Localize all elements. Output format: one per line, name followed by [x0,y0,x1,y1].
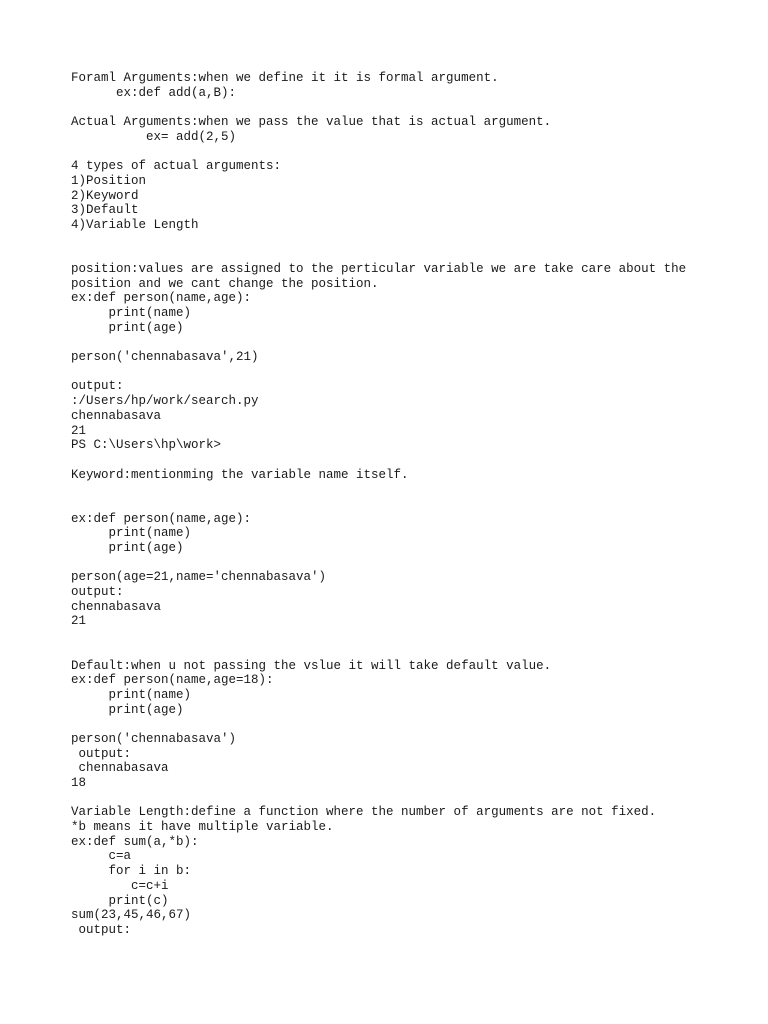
code-line: ex:def sum(a,*b): [71,834,199,849]
blank-line [71,233,751,248]
blank-line [71,629,751,644]
text-line: output: [71,379,124,394]
blank-line [71,717,751,732]
code-line: ex= add(2,5) [71,129,237,144]
blank-line [71,100,751,115]
list-item: 3)Default [71,203,139,218]
code-line: sum(23,45,46,67) [71,908,192,923]
output-line: chennabasava [71,599,162,614]
text-line: position and we cant change the position. [71,276,379,291]
list-item: 2)Keyword [71,188,139,203]
output-line: 21 [71,614,87,629]
blank-line [71,247,751,262]
output-line: 18 [71,776,87,790]
code-line: print(name) [71,687,192,702]
blank-line [71,791,751,806]
code-line: ex:def person(name,age=18): [71,673,274,688]
code-line: for i in b: [71,864,192,879]
text-line: Foraml Arguments:when we define it it is formal argument. [71,71,499,85]
blank-line [71,556,751,571]
code-line: print(c) [71,893,169,908]
document-body [71,71,751,938]
blank-line [71,644,751,659]
code-line: ex:def person(name,age): [71,511,252,526]
blank-line [71,482,751,497]
code-line: print(age) [71,702,184,717]
blank-line [71,365,751,380]
list-item: 1)Position [71,173,147,188]
blank-line [71,453,751,468]
text-line: output: [71,922,132,937]
output-line: PS C:\Users\hp\work> [71,438,222,453]
code-line: person(age=21,name='chennabasava') [71,570,327,585]
text-line: position:values are assigned to the perticular variable we are take care about the [71,261,687,276]
code-line: ex:def person(name,age): [71,291,252,306]
text-line: output: [71,585,124,600]
code-line: print(age) [71,320,184,335]
text-line: Actual Arguments:when we pass the value that is actual argument. [71,115,552,130]
code-line: print(name) [71,306,192,320]
code-line: c=a [71,849,132,864]
text-line: Variable Length:define a function where the number of arguments are not fixed. [71,805,657,820]
code-line: ex:def add(a,B): [71,85,237,100]
list-item: 4)Variable Length [71,217,199,232]
text-line: Default:when u not passing the vslue it will take default value. [71,658,552,673]
code-line: person('chennabasava',21) [71,350,259,365]
output-line: chennabasava [71,761,169,776]
code-line: person('chennabasava') [71,731,237,746]
text-line: output: [71,746,132,761]
blank-line [71,497,751,512]
code-line: c=c+i [71,878,169,893]
output-line: :/Users/hp/work/search.py [71,394,259,409]
output-line: chennabasava [71,408,162,423]
blank-line [71,335,751,350]
blank-line [71,144,751,159]
text-line: *b means it have multiple variable. [71,820,334,835]
text-line: 4 types of actual arguments: [71,159,282,174]
text-line: Keyword:mentionming the variable name itself. [71,467,409,482]
code-line: print(age) [71,541,184,555]
output-line: 21 [71,423,87,438]
code-line: print(name) [71,526,192,541]
